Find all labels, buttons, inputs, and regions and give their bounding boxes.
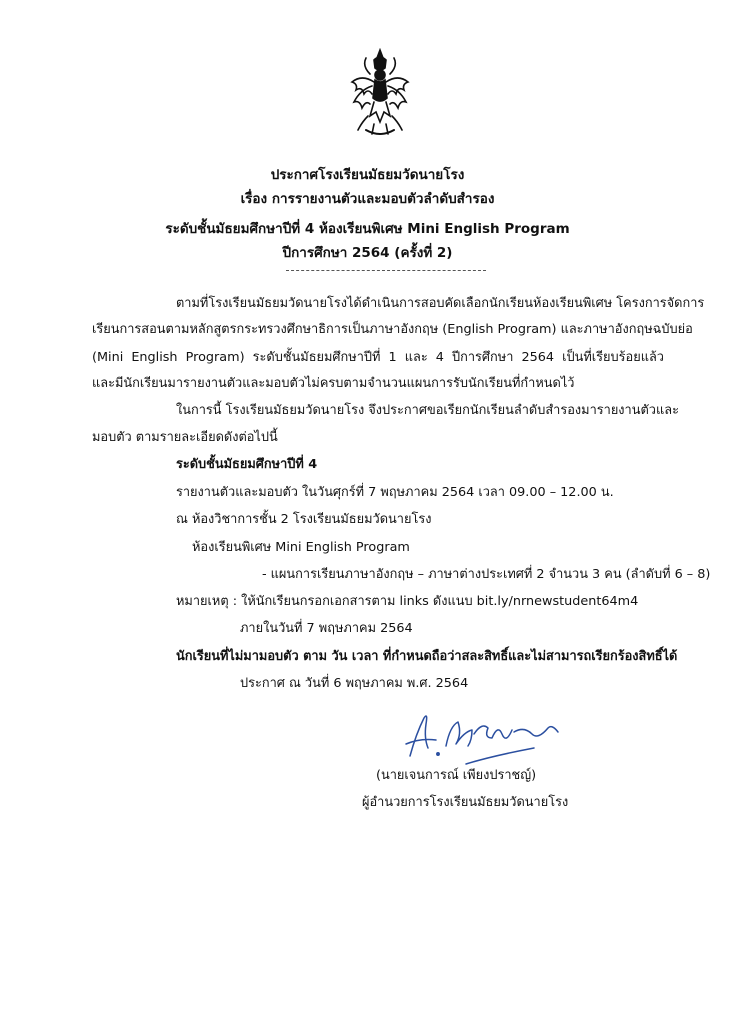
announce-date: ประกาศ ณ วันที่ 6 พฤษภาคม พ.ศ. 2564 xyxy=(240,676,469,691)
forfeit-warning: นักเรียนที่ไม่มามอบตัว ตาม วัน เวลา ที่กำหนดถือว่าสละสิทธิ์และไม่สามารถเรียกร้องสิทธิ์ได้ xyxy=(176,649,678,664)
report-datetime: รายงานตัวและมอบตัว ในวันศุกร์ที่ 7 พฤษภาคม 2564 เวลา 09.00 – 12.00 น. xyxy=(176,485,614,500)
garuda-emblem-icon xyxy=(348,48,412,140)
paragraph-2-line-1: ในการนี้ โรงเรียนมัธยมวัดนายโรง จึงประกาศขอเรียกนักเรียนลำดับสำรองมารายงานตัวและ xyxy=(176,403,679,418)
note-deadline: ภายในวันที่ 7 พฤษภาคม 2564 xyxy=(240,621,413,636)
study-plan: - แผนการเรียนภาษาอังกฤษ – ภาษาต่างประเทศที่ 2 จำนวน 3 คน (ลำดับที่ 6 – 8) xyxy=(262,567,711,582)
director-name: (นายเจนการณ์ เพียงปราชญ์) xyxy=(376,768,537,783)
level-heading: ระดับชั้นมัธยมศึกษาปีที่ 4 xyxy=(176,457,318,472)
program-name: ห้องเรียนพิเศษ Mini English Program xyxy=(192,540,410,555)
announcement-year: ปีการศึกษา 2564 (ครั้งที่ 2) xyxy=(282,245,453,261)
announcement-subject: เรื่อง การรายงานตัวและมอบตัวลำดับสำรอง xyxy=(240,191,495,207)
paragraph-1-line-2: เรียนการสอนตามหลักสูตรกระทรวงศึกษาธิการเป็นภาษาอังกฤษ (English Program) และภาษาอังกฤษฉบับย่อ xyxy=(92,322,693,337)
divider xyxy=(286,270,486,271)
report-location: ณ ห้องวิชาการชั้น 2 โรงเรียนมัธยมวัดนายโรง xyxy=(176,512,432,527)
note: หมายเหตุ : ให้นักเรียนกรอกเอกสารตาม links ดังแนบ bit.ly/nrnewstudent64m4 xyxy=(176,594,639,609)
announcement-level: ระดับชั้นมัธยมศึกษาปีที่ 4 ห้องเรียนพิเศษ Mini English Program xyxy=(165,221,570,237)
paragraph-2-line-2: มอบตัว ตามรายละเอียดดังต่อไปนี้ xyxy=(92,430,278,445)
announcement-heading: ประกาศโรงเรียนมัธยมวัดนายโรง xyxy=(270,167,465,183)
paragraph-1-line-3: (Mini English Program) ระดับชั้นมัธยมศึกษาปีที่ 1 และ 4 ปีการศึกษา 2564 เป็นที่เรียบร้อยแล้ว xyxy=(92,350,664,365)
paragraph-1-line-4: และมีนักเรียนมารายงานตัวและมอบตัวไม่ครบตามจำนวนแผนการรับนักเรียนที่กำหนดไว้ xyxy=(92,376,575,391)
paragraph-1-line-1: ตามที่โรงเรียนมัธยมวัดนายโรงได้ดำเนินการสอบคัดเลือกนักเรียนห้องเรียนพิเศษ โครงการจัดการ xyxy=(176,296,705,311)
director-position: ผู้อำนวยการโรงเรียนมัธยมวัดนายโรง xyxy=(362,795,569,810)
director-signature-icon xyxy=(402,704,572,768)
